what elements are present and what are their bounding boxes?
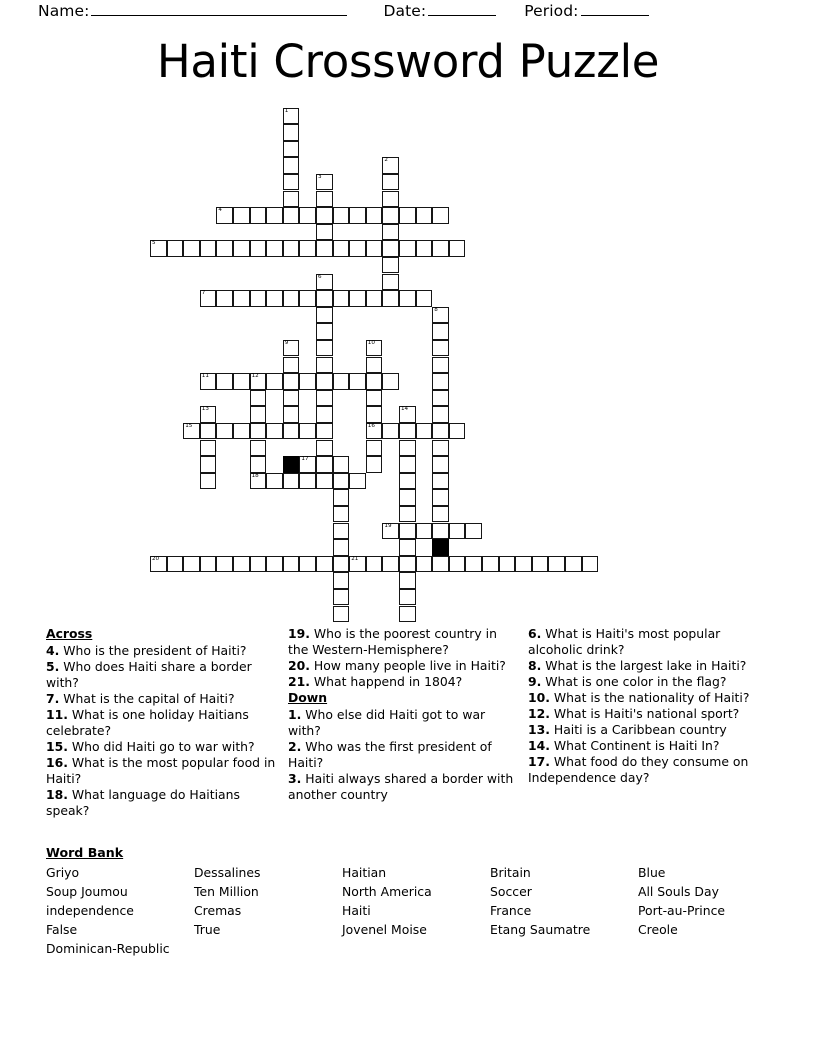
grid-cell[interactable] <box>382 373 399 390</box>
word-bank-item: Etang Saumatre <box>490 921 591 937</box>
grid-cell[interactable] <box>299 556 316 573</box>
word-bank-column-3 <box>342 864 490 959</box>
grid-cell[interactable] <box>283 191 300 208</box>
grid-cell[interactable] <box>316 440 333 457</box>
clue-down-2: 2. Who was the first president of Haiti? <box>288 738 492 770</box>
grid-cell[interactable] <box>333 290 350 307</box>
grid-cell-number: 11 <box>201 373 209 380</box>
grid-cell[interactable] <box>216 207 233 224</box>
clue-down-3: 3. Haiti always shared a border with another country <box>288 770 514 802</box>
grid-cell[interactable] <box>382 274 399 291</box>
grid-cell[interactable] <box>382 556 399 573</box>
word-bank-item: Dessalines <box>194 865 261 880</box>
grid-cell[interactable] <box>233 423 250 440</box>
date-blank-line[interactable] <box>428 3 496 16</box>
grid-cell[interactable] <box>283 108 300 125</box>
grid-cell[interactable] <box>349 290 366 307</box>
grid-cell[interactable] <box>316 191 333 208</box>
clue-column-3 <box>528 626 772 786</box>
grid-cell[interactable] <box>283 473 300 490</box>
grid-cell[interactable] <box>316 556 333 573</box>
word-bank-item: Port-au-Prince <box>638 902 726 918</box>
grid-cell[interactable] <box>349 556 366 573</box>
word-bank-item: Ten Million <box>194 883 259 899</box>
word-bank-column-4 <box>490 864 638 959</box>
clue-number: 2. <box>288 738 302 754</box>
clue-number: 13. <box>528 722 550 737</box>
grid-cell[interactable] <box>366 423 383 440</box>
word-bank-item: North America <box>342 883 432 899</box>
grid-cell[interactable] <box>266 240 283 257</box>
grid-cell-number: 16 <box>367 422 375 429</box>
clue-number: 21. <box>288 674 310 689</box>
word-bank-column-1 <box>46 864 194 959</box>
grid-cell[interactable] <box>333 589 350 606</box>
grid-cell[interactable] <box>399 589 416 606</box>
grid-cell[interactable] <box>349 240 366 257</box>
grid-cell[interactable] <box>449 240 466 257</box>
grid-cell[interactable] <box>167 556 184 573</box>
grid-cell[interactable] <box>333 373 350 390</box>
grid-cell[interactable] <box>399 207 416 224</box>
grid-cell[interactable] <box>366 207 383 224</box>
grid-cell[interactable] <box>382 224 399 241</box>
student-info-header <box>0 2 816 20</box>
grid-cell[interactable] <box>150 556 167 573</box>
clue-across-19: 19. Who is the poorest country in the Western-Hemisphere? <box>288 626 497 657</box>
grid-cell[interactable] <box>316 357 333 374</box>
name-label: Name: <box>38 2 90 20</box>
clue-down-10: 10. What is the nationality of Haiti? <box>528 690 750 705</box>
grid-cell[interactable] <box>200 556 217 573</box>
grid-cell[interactable] <box>399 523 416 540</box>
grid-cell[interactable] <box>366 290 383 307</box>
clue-across-20: 20. How many people live in Haiti? <box>288 658 506 673</box>
grid-cell[interactable] <box>283 124 300 141</box>
word-bank-item: Dominican-Republic <box>46 940 170 956</box>
grid-cell[interactable] <box>382 257 399 274</box>
clue-down-17: 17. What food do they consume on Independence day? <box>528 754 749 785</box>
grid-cell[interactable] <box>183 240 200 257</box>
period-blank-line[interactable] <box>581 3 649 16</box>
clue-down-13: 13. Haiti is a Caribbean country <box>528 722 727 737</box>
clue-number: 4. <box>46 642 60 658</box>
clue-column-2 <box>288 626 528 803</box>
clue-down-1: 1. Who else did Haiti got to war with? <box>288 706 486 738</box>
word-bank-column-2 <box>194 864 342 959</box>
grid-cell-number: 19 <box>384 522 392 529</box>
grid-cell[interactable] <box>333 556 350 573</box>
clue-across-7: 7. What is the capital of Haiti? <box>46 690 235 706</box>
clue-number: 11. <box>46 706 68 722</box>
grid-cell[interactable] <box>432 506 449 523</box>
grid-cell[interactable] <box>416 556 433 573</box>
grid-cell[interactable] <box>333 539 350 556</box>
grid-cell[interactable] <box>333 489 350 506</box>
grid-cell[interactable] <box>399 489 416 506</box>
word-bank-item: Britain <box>490 865 531 880</box>
grid-cell[interactable] <box>299 456 316 473</box>
grid-cell[interactable] <box>399 406 416 423</box>
grid-cell[interactable] <box>333 606 350 623</box>
grid-cell[interactable] <box>499 556 516 573</box>
grid-cell[interactable] <box>283 406 300 423</box>
grid-cell-number: 13 <box>201 406 209 413</box>
clue-down-12: 12. What is Haiti's national sport? <box>528 706 740 721</box>
grid-cell-number: 5 <box>152 240 156 247</box>
grid-cell[interactable] <box>432 307 449 324</box>
grid-cell[interactable] <box>532 556 549 573</box>
grid-cell-number: 10 <box>367 339 375 346</box>
grid-cell[interactable] <box>250 240 267 257</box>
grid-cell[interactable] <box>200 423 217 440</box>
grid-cell[interactable] <box>299 207 316 224</box>
grid-cell-number: 12 <box>251 373 259 380</box>
clue-number: 14. <box>528 738 550 753</box>
grid-cell[interactable] <box>250 440 267 457</box>
grid-cell[interactable] <box>382 157 399 174</box>
grid-cell[interactable] <box>399 606 416 623</box>
grid-cell[interactable] <box>333 572 350 589</box>
grid-cell-number: 20 <box>152 555 160 562</box>
clue-number: 5. <box>46 658 60 674</box>
grid-cell[interactable] <box>333 523 350 540</box>
grid-cell[interactable] <box>449 556 466 573</box>
grid-cell[interactable] <box>283 174 300 191</box>
grid-cell-blocked <box>432 539 449 556</box>
grid-cell[interactable] <box>167 240 184 257</box>
word-bank-item: Blue <box>638 865 666 880</box>
grid-cell-number: 2 <box>384 157 388 164</box>
grid-cell[interactable] <box>515 556 532 573</box>
grid-cell-number: 18 <box>251 472 259 479</box>
grid-cell[interactable] <box>283 556 300 573</box>
grid-cell[interactable] <box>333 207 350 224</box>
grid-cell[interactable] <box>200 473 217 490</box>
grid-cell[interactable] <box>216 290 233 307</box>
grid-cell[interactable] <box>266 207 283 224</box>
grid-cell[interactable] <box>399 290 416 307</box>
clue-across-18: 18. What language do Haitians speak? <box>46 786 240 818</box>
grid-cell[interactable] <box>349 207 366 224</box>
grid-cell[interactable] <box>449 523 466 540</box>
clue-number: 15. <box>46 738 68 754</box>
grid-cell-number: 7 <box>201 290 206 297</box>
clue-number: 12. <box>528 706 550 721</box>
grid-cell[interactable] <box>316 323 333 340</box>
grid-cell[interactable] <box>200 373 217 390</box>
clue-across-5: 5. Who does Haiti share a border with? <box>46 658 252 690</box>
grid-cell-number: 15 <box>185 422 193 429</box>
word-bank-item: False <box>46 921 78 937</box>
clue-number: 8. <box>528 658 542 673</box>
grid-cell[interactable] <box>316 274 333 291</box>
grid-cell[interactable] <box>432 473 449 490</box>
grid-cell[interactable] <box>283 207 300 224</box>
grid-cell[interactable] <box>316 473 333 490</box>
grid-cell[interactable] <box>316 373 333 390</box>
clue-number: 20. <box>288 658 310 673</box>
word-bank-item: Cremas <box>194 902 242 918</box>
grid-cell[interactable] <box>266 373 283 390</box>
grid-cell[interactable] <box>366 440 383 457</box>
grid-cell[interactable] <box>366 357 383 374</box>
grid-cell[interactable] <box>283 423 300 440</box>
grid-cell[interactable] <box>250 373 267 390</box>
grid-cell[interactable] <box>250 207 267 224</box>
clue-down-6: 6. What is Haiti's most popular alcoholic drink? <box>528 626 721 657</box>
grid-cell[interactable] <box>233 240 250 257</box>
grid-cell[interactable] <box>432 556 449 573</box>
grid-cell[interactable] <box>299 423 316 440</box>
clues-area <box>46 626 772 819</box>
grid-cell[interactable] <box>432 456 449 473</box>
grid-cell[interactable] <box>200 456 217 473</box>
grid-cell[interactable] <box>432 373 449 390</box>
grid-cell[interactable] <box>250 456 267 473</box>
grid-cell[interactable] <box>366 406 383 423</box>
grid-cell[interactable] <box>266 556 283 573</box>
grid-cell[interactable] <box>382 523 399 540</box>
grid-cell[interactable] <box>316 290 333 307</box>
grid-cell[interactable] <box>432 440 449 457</box>
grid-cell[interactable] <box>250 290 267 307</box>
grid-cell-number: 9 <box>284 339 289 346</box>
clue-across-16: 16. What is the most popular food in Haiti? <box>46 754 276 786</box>
grid-cell[interactable] <box>316 406 333 423</box>
grid-cell[interactable] <box>283 357 300 374</box>
grid-cell-number: 17 <box>301 456 309 463</box>
grid-cell[interactable] <box>465 556 482 573</box>
grid-cell[interactable] <box>366 556 383 573</box>
grid-cell[interactable] <box>382 191 399 208</box>
clue-across-21: 21. What happend in 1804? <box>288 674 463 689</box>
clue-number: 3. <box>288 770 302 786</box>
grid-cell[interactable] <box>316 207 333 224</box>
grid-cell[interactable] <box>299 373 316 390</box>
grid-cell[interactable] <box>366 456 383 473</box>
grid-cell[interactable] <box>316 307 333 324</box>
grid-cell[interactable] <box>283 290 300 307</box>
grid-cell[interactable] <box>333 506 350 523</box>
grid-cell[interactable] <box>283 390 300 407</box>
grid-cell[interactable] <box>333 240 350 257</box>
grid-cell-number: 14 <box>401 406 409 413</box>
word-bank-item: Soup Joumou <box>46 883 128 899</box>
grid-cell-number: 21 <box>351 555 359 562</box>
clue-number: 9. <box>528 674 542 689</box>
clue-down-8: 8. What is the largest lake in Haiti? <box>528 658 747 673</box>
grid-cell[interactable] <box>333 473 350 490</box>
grid-cell[interactable] <box>266 473 283 490</box>
grid-cell[interactable] <box>432 207 449 224</box>
period-label: Period: <box>524 2 579 20</box>
grid-cell[interactable] <box>465 523 482 540</box>
grid-cell[interactable] <box>399 572 416 589</box>
grid-cell[interactable] <box>449 423 466 440</box>
across-heading: Across <box>46 626 93 641</box>
word-bank-item: independence <box>46 902 134 918</box>
grid-cell[interactable] <box>250 556 267 573</box>
word-bank-grid <box>46 864 786 959</box>
clue-number: 1. <box>288 706 302 722</box>
grid-cell[interactable] <box>399 456 416 473</box>
grid-cell[interactable] <box>399 506 416 523</box>
grid-cell[interactable] <box>416 240 433 257</box>
clue-number: 18. <box>46 786 68 802</box>
grid-cell[interactable] <box>299 240 316 257</box>
grid-cell[interactable] <box>382 240 399 257</box>
grid-cell[interactable] <box>366 373 383 390</box>
grid-cell[interactable] <box>432 423 449 440</box>
name-blank-line[interactable] <box>91 3 347 16</box>
grid-cell[interactable] <box>266 290 283 307</box>
grid-cell[interactable] <box>333 456 350 473</box>
clue-across-11: 11. What is one holiday Haitians celebrate? <box>46 706 249 738</box>
grid-cell[interactable] <box>432 489 449 506</box>
grid-cell[interactable] <box>382 290 399 307</box>
clue-number: 19. <box>288 626 310 641</box>
grid-cell[interactable] <box>548 556 565 573</box>
word-bank-item: France <box>490 902 532 918</box>
grid-cell[interactable] <box>582 556 599 573</box>
clue-number: 6. <box>528 626 542 641</box>
word-bank-item: Haitian <box>342 865 387 880</box>
word-bank-item: Soccer <box>490 883 532 899</box>
grid-cell[interactable] <box>283 157 300 174</box>
grid-cell-number: 6 <box>318 273 322 280</box>
grid-cell[interactable] <box>250 423 267 440</box>
grid-cell[interactable] <box>366 390 383 407</box>
grid-cell[interactable] <box>216 373 233 390</box>
clue-number: 16. <box>46 754 68 770</box>
clue-number: 17. <box>528 754 550 769</box>
down-heading: Down <box>288 690 328 705</box>
grid-cell[interactable] <box>316 390 333 407</box>
clue-column-1 <box>46 626 288 819</box>
grid-cell[interactable] <box>565 556 582 573</box>
grid-cell[interactable] <box>416 290 433 307</box>
word-bank-item: Griyo <box>46 865 80 880</box>
grid-cell[interactable] <box>233 207 250 224</box>
grid-cell[interactable] <box>399 240 416 257</box>
grid-cell[interactable] <box>200 440 217 457</box>
grid-cell[interactable] <box>299 473 316 490</box>
grid-cell[interactable] <box>399 556 416 573</box>
grid-cell[interactable] <box>416 523 433 540</box>
grid-cell-number: 3 <box>318 173 322 180</box>
grid-cell[interactable] <box>416 423 433 440</box>
grid-cell[interactable] <box>399 440 416 457</box>
grid-cell[interactable] <box>183 423 200 440</box>
clue-across-15: 15. Who did Haiti go to war with? <box>46 738 255 754</box>
grid-cell[interactable] <box>316 456 333 473</box>
grid-cell[interactable] <box>399 423 416 440</box>
grid-cell[interactable] <box>233 556 250 573</box>
word-bank-item: Haiti <box>342 902 371 918</box>
grid-cell[interactable] <box>432 390 449 407</box>
clue-across-4: 4. Who is the president of Haiti? <box>46 642 247 658</box>
word-bank-column-5 <box>638 864 786 959</box>
grid-cell[interactable] <box>399 539 416 556</box>
grid-cell[interactable] <box>150 240 167 257</box>
grid-cell[interactable] <box>349 373 366 390</box>
grid-cell[interactable] <box>416 207 433 224</box>
grid-cell[interactable] <box>382 207 399 224</box>
grid-cell[interactable] <box>233 373 250 390</box>
grid-cell[interactable] <box>399 473 416 490</box>
grid-cell[interactable] <box>299 290 316 307</box>
grid-cell[interactable] <box>216 556 233 573</box>
grid-cell[interactable] <box>250 473 267 490</box>
grid-cell[interactable] <box>283 141 300 158</box>
date-label: Date: <box>383 2 427 20</box>
page-title: Haiti Crossword Puzzle <box>156 35 660 88</box>
grid-cell[interactable] <box>216 240 233 257</box>
grid-cell[interactable] <box>482 556 499 573</box>
grid-cell-number: 8 <box>434 306 438 313</box>
grid-cell[interactable] <box>283 373 300 390</box>
grid-cell[interactable] <box>382 174 399 191</box>
grid-cell[interactable] <box>250 390 267 407</box>
word-bank-heading: Word Bank <box>46 845 124 860</box>
grid-cell[interactable] <box>316 340 333 357</box>
grid-cell[interactable] <box>266 423 283 440</box>
grid-cell[interactable] <box>432 323 449 340</box>
grid-cell[interactable] <box>200 406 217 423</box>
grid-cell[interactable] <box>366 240 383 257</box>
grid-cell[interactable] <box>316 240 333 257</box>
grid-cell-number: 4 <box>218 207 222 214</box>
grid-cell[interactable] <box>283 240 300 257</box>
word-bank-item: All Souls Day <box>638 883 719 899</box>
grid-cell[interactable] <box>432 357 449 374</box>
grid-cell[interactable] <box>283 340 300 357</box>
grid-cell[interactable] <box>432 340 449 357</box>
grid-cell[interactable] <box>349 473 366 490</box>
grid-cell[interactable] <box>316 224 333 241</box>
grid-cell[interactable] <box>432 523 449 540</box>
grid-cell[interactable] <box>366 340 383 357</box>
grid-cell[interactable] <box>250 406 267 423</box>
grid-cell[interactable] <box>233 290 250 307</box>
grid-cell[interactable] <box>183 556 200 573</box>
grid-cell[interactable] <box>200 290 217 307</box>
grid-cell[interactable] <box>316 423 333 440</box>
grid-cell-number: 1 <box>284 107 289 114</box>
grid-cell[interactable] <box>316 174 333 191</box>
clue-down-14: 14. What Continent is Haiti In? <box>528 738 720 753</box>
grid-cell[interactable] <box>216 423 233 440</box>
grid-cell[interactable] <box>432 240 449 257</box>
clue-number: 7. <box>46 690 60 706</box>
clue-number: 10. <box>528 690 550 705</box>
grid-cell-blocked <box>283 456 300 473</box>
word-bank-item: Jovenel Moise <box>342 921 427 937</box>
grid-cell[interactable] <box>432 406 449 423</box>
grid-cell[interactable] <box>382 423 399 440</box>
clue-down-9: 9. What is one color in the flag? <box>528 674 727 689</box>
word-bank-item: Creole <box>638 921 678 937</box>
word-bank-item: True <box>194 921 221 937</box>
word-bank-section <box>46 845 786 959</box>
grid-cell[interactable] <box>200 240 217 257</box>
